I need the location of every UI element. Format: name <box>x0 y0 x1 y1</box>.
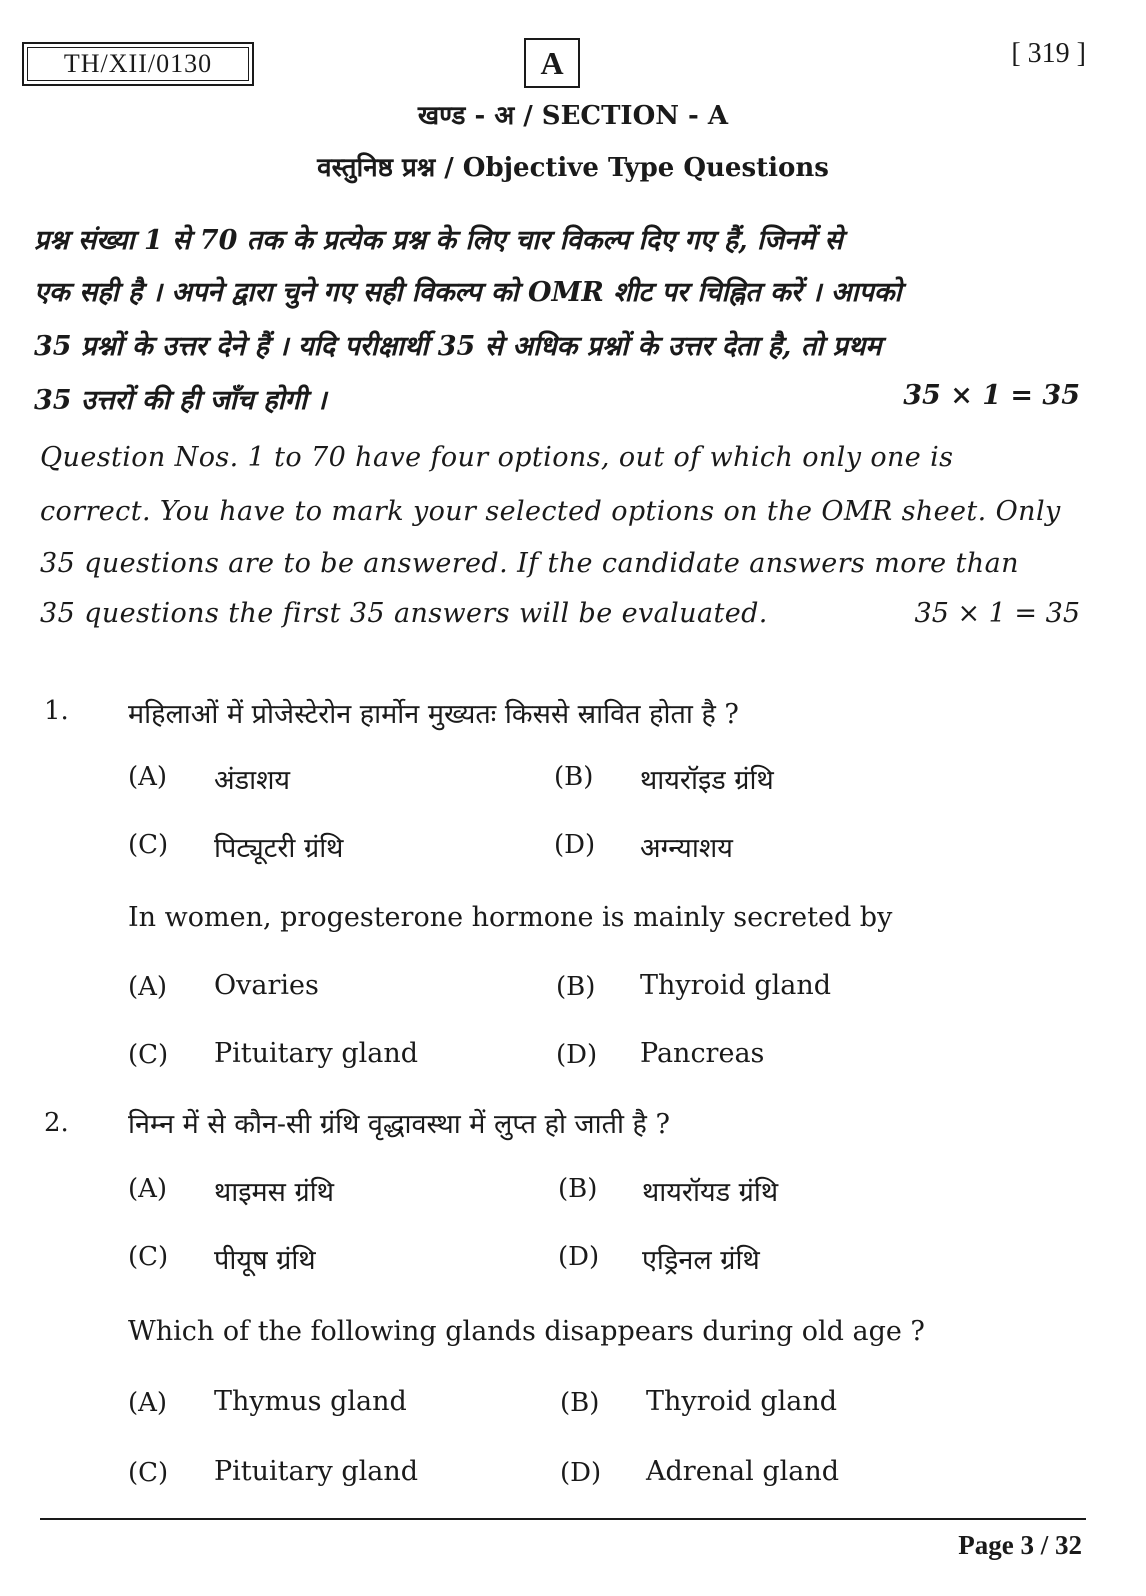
option-text: अंडाशय <box>214 765 291 796</box>
option-text: Thyroid gland <box>646 1386 838 1417</box>
option-text: थाइमस ग्रंथि <box>214 1177 334 1208</box>
option-text: Pancreas <box>640 1038 765 1069</box>
question-text-hindi: महिलाओं में प्रोजेस्टेरोन हार्मोन मुख्यतः किससे स्रावित होता है ? <box>128 699 739 730</box>
question-text-english: Which of the following glands disappears during old age ? <box>128 1316 925 1347</box>
option-text: Pituitary gland <box>214 1456 419 1487</box>
footer-rule <box>40 1518 1086 1520</box>
option-key: (D) <box>556 1040 598 1070</box>
option-text: Ovaries <box>214 970 319 1001</box>
set-label: A <box>524 38 580 88</box>
option-text: Adrenal gland <box>646 1456 840 1487</box>
option-text: एड्रिनल ग्रंथि <box>642 1245 760 1276</box>
option-key: (A) <box>128 1174 168 1204</box>
option-key: (C) <box>128 830 169 860</box>
option-text: थायरॉइड ग्रंथि <box>640 765 774 796</box>
page-code: [ 319 ] <box>1011 38 1086 69</box>
option-key: (B) <box>554 762 594 792</box>
option-key: (B) <box>556 972 596 1002</box>
english-instruction-line: 35 questions the first 35 answers will be evaluated. <box>40 598 768 629</box>
question-text-hindi: निम्न में से कौन-सी ग्रंथि वृद्धावस्था में लुप्त हो जाती है ? <box>128 1109 670 1140</box>
option-key: (A) <box>128 972 168 1002</box>
question-number: 2. <box>44 1108 69 1138</box>
option-text: पिट्यूटरी ग्रंथि <box>214 833 344 864</box>
option-key: (A) <box>128 1388 168 1418</box>
option-key: (D) <box>554 830 596 860</box>
option-key: (B) <box>560 1388 600 1418</box>
paper-code: TH/XII/0130 <box>22 42 254 86</box>
english-instruction-line: Question Nos. 1 to 70 have four options, out of which only one is <box>40 442 954 473</box>
page-number: Page 3 / 32 <box>958 1530 1082 1560</box>
hindi-instruction-line: 35 प्रश्नों के उत्तर देने हैं । यदि परीक्षार्थी 35 से अधिक प्रश्नों के उत्तर देता है, तो प्रथम <box>34 331 882 362</box>
hindi-instruction-line: 35 उत्तरों की ही जाँच होगी । <box>34 385 327 416</box>
question-text-english: In women, progesterone hormone is mainly secreted by <box>128 902 893 933</box>
option-text: Pituitary gland <box>214 1038 419 1069</box>
hindi-marks: 35 × 1 = 35 <box>903 380 1080 411</box>
option-key: (D) <box>558 1242 600 1272</box>
hindi-instruction-line: एक सही है । अपने द्वारा चुने गए सही विकल्प को OMR शीट पर चिह्नित करें । आपको <box>34 277 902 308</box>
option-key: (C) <box>128 1040 169 1070</box>
option-key: (A) <box>128 762 168 792</box>
option-key: (D) <box>560 1458 602 1488</box>
english-instruction-line: 35 questions are to be answered. If the candidate answers more than <box>40 548 1019 579</box>
option-text: अग्न्याशय <box>640 833 733 864</box>
option-key: (C) <box>128 1458 169 1488</box>
option-text: पीयूष ग्रंथि <box>214 1245 316 1276</box>
english-marks: 35 × 1 = 35 <box>914 598 1080 629</box>
hindi-instruction-line: प्रश्न संख्या 1 से 70 तक के प्रत्येक प्रश्न के लिए चार विकल्प दिए गए हैं, जिनमें से <box>34 225 843 256</box>
option-key: (C) <box>128 1242 169 1272</box>
option-text: Thyroid gland <box>640 970 832 1001</box>
question-number: 1. <box>44 696 69 726</box>
option-text: Thymus gland <box>214 1386 407 1417</box>
english-instruction-line: correct. You have to mark your selected options on the OMR sheet. Only <box>40 496 1061 527</box>
section-subtitle: वस्तुनिष्ठ प्रश्न / Objective Type Questions <box>317 153 829 183</box>
option-key: (B) <box>558 1174 598 1204</box>
option-text: थायरॉयड ग्रंथि <box>642 1177 779 1208</box>
section-title: खण्ड - अ / SECTION - A <box>417 101 729 131</box>
